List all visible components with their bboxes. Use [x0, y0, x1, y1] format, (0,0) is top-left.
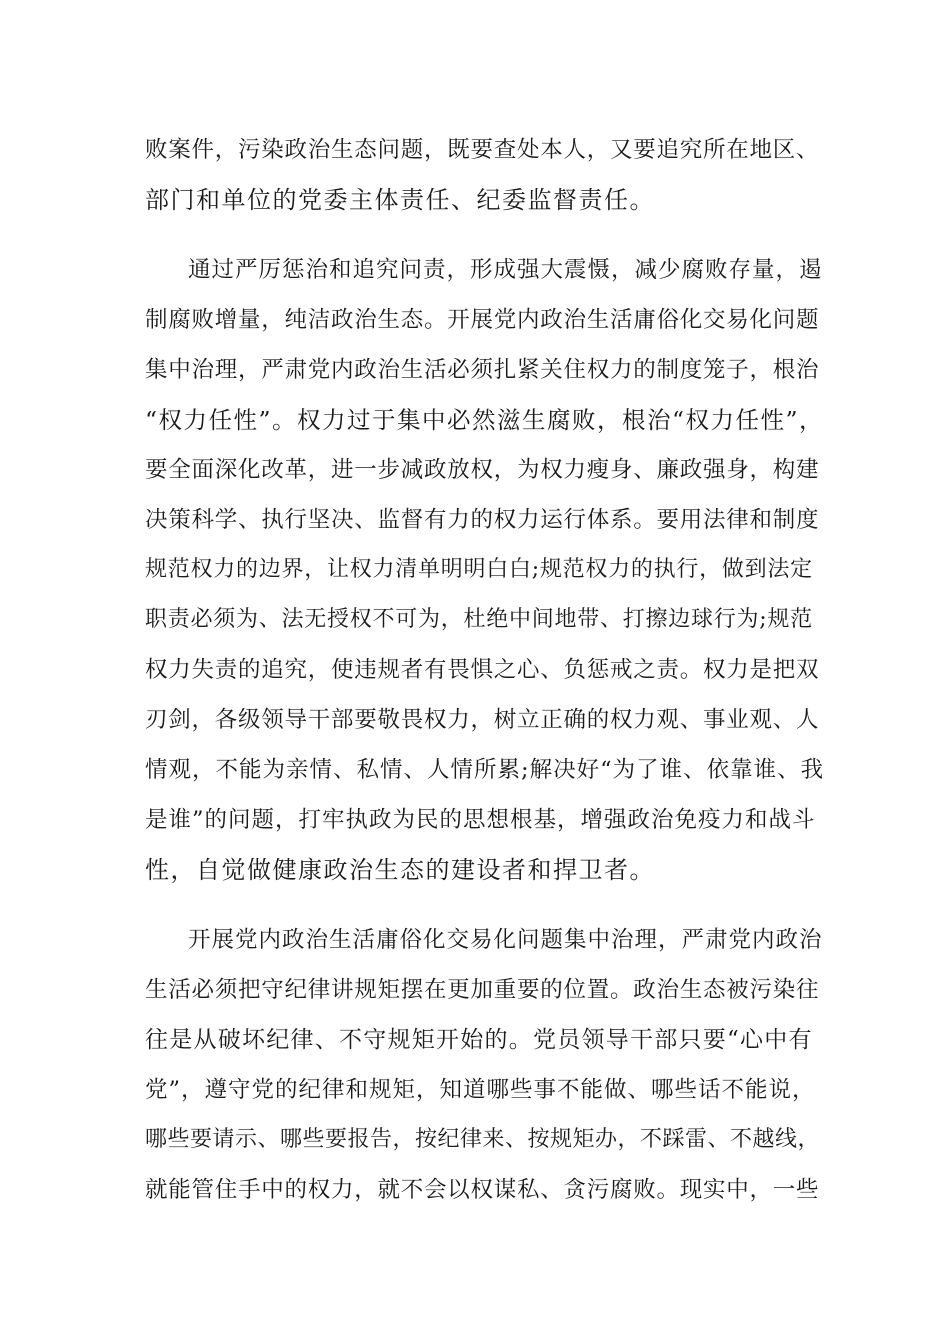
paragraph-3-line-1: 开展党内政治生活庸俗化交易化问题集中治理，严肃党内政治 — [188, 927, 823, 953]
paragraph-2-line-11: 情观，不能为亲情、私情、人情所累;解决好“为了谁、依靠谁、我 — [145, 757, 825, 783]
paragraph-2-line-8: 职责必须为、法无授权不可为，杜绝中间地带、打擦边球行为;规范 — [145, 607, 813, 632]
paragraph-2-line-12: 是谁”的问题，打牢执政为民的思想根基，增强政治免疫力和战斗 — [145, 807, 816, 833]
paragraph-3-line-2: 生活必须把守纪律讲规矩摆在更加重要的位置。政治生态被污染往 — [145, 977, 820, 1003]
paragraph-2-line-5: 要全面深化改革，进一步减政放权，为权力瘦身、廉政强身，构建 — [145, 457, 820, 483]
paragraph-2-line-2: 制腐败增量，纯洁政治生态。开展党内政治生活庸俗化交易化问题 — [145, 307, 820, 333]
paragraph-2-line-4: “权力任性”。权力过于集中必然滋生腐败，根治“权力任性”， — [145, 406, 825, 434]
paragraph-2-line-1: 通过严厉惩治和追究问责，形成强大震慑，减少腐败存量，遏 — [188, 257, 823, 283]
paragraph-3-line-6: 就能管住手中的权力，就不会以权谋私、贪污腐败。现实中，一些 — [145, 1177, 820, 1203]
paragraph-2-line-7: 规范权力的边界，让权力清单明明白白;规范权力的执行，做到法定 — [145, 557, 813, 582]
paragraph-2-line-3: 集中治理，严肃党内政治生活必须扎紧关住权力的制度笼子，根治 — [145, 357, 820, 383]
paragraph-3-line-4: 党”，遵守党的纪律和规矩，知道哪些事不能做、哪些话不能说， — [145, 1077, 816, 1103]
paragraph-2-line-13: 性，自觉做健康政治生态的建设者和捍卫者。 — [145, 856, 655, 884]
paragraph-1-line-1: 败案件，污染政治生态问题，既要查处本人，又要追究所在地区、 — [145, 137, 820, 163]
paragraph-3-line-5: 哪些要请示、哪些要报告，按纪律来、按规矩办，不踩雷、不越线， — [145, 1127, 821, 1152]
paragraph-2-line-10: 刃剑，各级领导干部要敬畏权力，树立正确的权力观、事业观、人 — [145, 707, 820, 733]
paragraph-2-line-9: 权力失责的追究，使违规者有畏惧之心、负惩戒之责。权力是把双 — [145, 657, 820, 683]
paragraph-2-line-6: 决策科学、执行坚决、监督有力的权力运行体系。要用法律和制度 — [145, 507, 820, 533]
paragraph-1-line-2: 部门和单位的党委主体责任、纪委监督责任。 — [145, 186, 655, 214]
paragraph-3-line-3: 往是从破坏纪律、不守规矩开始的。党员领导干部只要“心中有 — [145, 1027, 813, 1053]
